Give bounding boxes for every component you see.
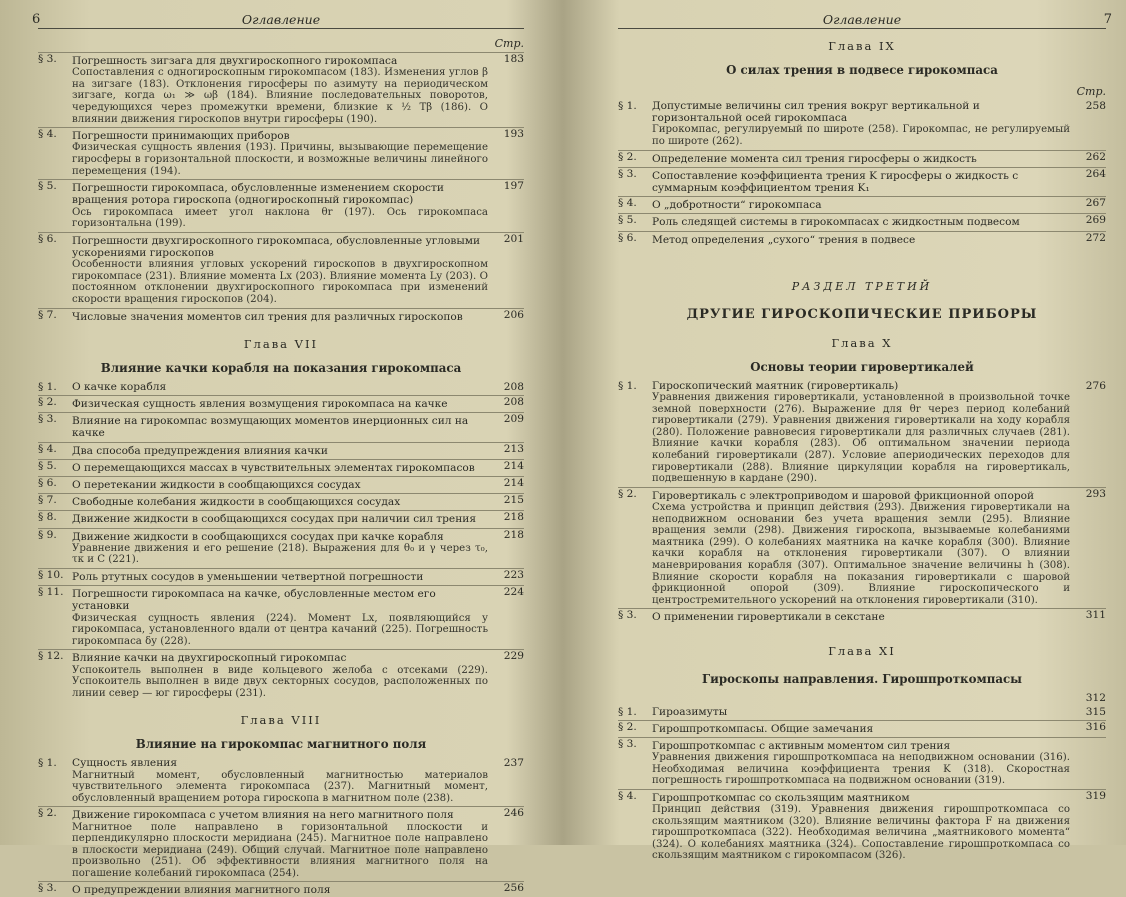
toc-entry-title: Движение жидкости в сообщающихся сосудах при наличии сил трения [72,513,477,526]
toc-entry-title: Влияние качки на двухгироскопный гирокомпас [72,652,347,665]
toc-list [618,706,1106,863]
toc-entry-title: Погрешности принимающих приборов [72,130,290,143]
toc-entry-number: § 1. [618,100,637,112]
toc-list [38,381,524,700]
toc-entry-title: Гирошпроткомпас с активным моментом сил трения [652,739,951,752]
toc-entry-subtopics: Особенности влияния угловых ускорений гироскопов в двухгироскопном гирокомпасе (231). Влияние момента Lx (203). Влияние момента Ly (203). О постоянном отклонении двухгироскопного гирокомпаса при изменений скорости вращения гироскопов (204). [72,259,488,305]
toc-entry-subtopics: Уравнение движения и его решение (218). Выражения для θ₀ и γ через τ₀, τκ и C (221). [72,542,488,566]
toc-entry-title: Свободные колебания жидкости в сообщающихся сосудах [72,496,401,509]
toc-entry [618,380,1106,485]
chapter-title: Влияние на гирокомпас магнитного поля [135,737,427,752]
toc-entry-page: 293 [1085,487,1106,500]
toc-entry [38,476,524,491]
toc-entry-number: § 1. [38,757,57,770]
toc-entry-number: § 10. [38,568,64,581]
toc-list [38,52,524,323]
toc-entry [618,100,1106,148]
toc-entry [38,395,524,410]
toc-entry-page: 246 [503,807,524,820]
page-column-heading: Стр. [1076,85,1106,98]
toc-entry [38,510,524,525]
toc-entry-number: § 4. [38,128,57,141]
toc-entry-title: О качке корабля [72,380,167,393]
toc-entry [38,127,524,177]
toc-entry-title: Гирошпроткомпас со скользящим маятником [652,791,910,804]
chapter-title: Гироскопы направления. Гирошпроткомпасы [702,671,1022,686]
toc-entry-page: 218 [503,511,524,524]
toc-entry-subtopics: Магнитный момент, обусловленный магнитностью материалов чувствительного элемента гирокомпаса (237). Магнитный момент, обусловленный вращением ротора гироскопа в магнитном поле (238). [72,769,488,804]
toc-entry-page: 276 [1085,379,1106,392]
toc-entry-page: 201 [503,232,524,245]
toc-entry-title: Определение момента сил трения гиросферы о жидкость [652,152,977,165]
toc-entry [618,231,1106,246]
toc-entry-number: § 9. [38,528,57,541]
toc-entry-number: § 5. [618,214,637,227]
toc-entry-number: § 4. [38,442,57,455]
toc-list [618,380,1106,624]
toc-entry-subtopics: Сопоставления с одногироскопным гирокомпасом (183). Изменения углов β на зигзаге (183). Отклонения гиросферы по азимуту на периодическом зигзаге, когда ω₁ ≫ ωβ (184). Влияние последовательных поворотов, чередующихся через промежутки времени, близкие к ½ Tβ (186). О влиянии движения гироскопов внутри гиросферы (190). [72,67,488,125]
toc-list [618,100,1106,246]
toc-entry [618,737,1106,787]
toc-entry-title: Метод определения „сухого“ трения в подвесе [652,233,916,246]
toc-entry-title: Погрешности гирокомпаса, обусловленные изменением скорости вращения ротора гироскопа (одногироскопный гирокомпас) [72,182,444,207]
chapter-label: Глава VII [243,336,319,351]
toc-entry-title: О применении гировертикали в секстане [652,611,885,624]
section-label: РАЗДЕЛ ТРЕТИЙ [791,279,933,293]
toc-entry-title: Сущность явления [72,757,178,770]
toc-entry-number: § 1. [618,705,637,718]
toc-entry-page: 223 [503,568,524,581]
section-title: ДРУГИЕ ГИРОСКОПИЧЕСКИЕ ПРИБОРЫ [686,306,1038,322]
toc-entry-page: 209 [503,413,524,426]
toc-entry-page: 264 [1085,167,1106,180]
toc-entry-number: § 2. [618,150,637,163]
toc-entry [38,528,524,566]
toc-entry-number: § 8. [38,511,57,524]
toc-entry-number: § 2. [618,720,637,733]
running-head-title: Оглавление [822,12,902,27]
toc-entry-page: 269 [1085,214,1106,227]
toc-entry-page: 214 [503,459,524,472]
toc-entry-page: 256 [503,882,524,895]
chapter-label: Глава VIII [240,713,322,728]
toc-entry-subtopics: Уравнения движения гирошпроткомпаса на неподвижном основании (316). Необходимая величина коэффициента трения K (318). Скоростная погрешность гирошпроткомпаса на подвижном основании (319). [652,752,1070,787]
toc-list [38,757,524,896]
toc-entry-title: Гироазимуты [652,705,728,718]
toc-entry [38,442,524,457]
toc-entry-subtopics: Успокоитель выполнен в виде кольцевого желоба с отсеками (229). Успокоитель выполнен в виде двух секторных сосудов, расположенных по линии север — юг гиросферы (231). [72,664,488,699]
toc-entry [38,881,524,896]
chapter-label: Глава XI [828,643,896,658]
toc-entry-number: § 6. [618,231,637,244]
toc-entry-subtopics: Гирокомпас, регулируемый по широте (258). Гирокомпас, не регулируемый по широте (262). [652,124,1070,147]
running-head [618,6,1112,29]
toc-entry-title: Движение жидкости в сообщающихся сосудах при качке корабля [72,530,444,543]
toc-entry-number: § 3. [38,53,57,65]
chapter-label: Глава X [831,335,893,350]
page-number: 6 [32,12,41,27]
toc-entry-title: О перетекании жидкости в сообщающихся сосудах [72,478,361,491]
toc-entry-number: § 3. [618,167,637,180]
toc-entry-page: 218 [503,528,524,541]
toc-entry-number: § 1. [38,380,57,393]
toc-entry-page: 316 [1085,720,1106,733]
toc-entry [38,179,524,230]
toc-entry-number: § 7. [38,494,57,507]
toc-entry-number: § 1. [618,379,637,392]
toc-entry [38,232,524,306]
page-number: 312 [1085,691,1106,704]
toc-entry-number: § 3. [38,413,57,426]
toc-entry-page: 214 [503,476,524,489]
toc-entry-number: § 11. [38,586,64,599]
running-head [32,6,524,29]
toc-entry-number: § 7. [38,308,57,321]
toc-entry [618,167,1106,194]
toc-entry-page: 272 [1085,231,1106,244]
toc-entry-page: 213 [503,442,524,455]
toc-entry-page: 319 [1085,789,1106,802]
toc-entry-page: 262 [1085,150,1106,163]
toc-entry-page: 267 [1085,197,1106,210]
toc-entry-title: Два способа предупреждения влияния качки [72,444,328,457]
chapter-title: Влияние качки корабля на показания гирокомпаса [100,360,462,375]
toc-entry-title: О „добротности“ гирокомпаса [652,199,822,212]
page-column-heading: Стр. [494,37,524,50]
toc-entry-page: 197 [503,180,524,193]
toc-entry [38,412,524,439]
chapter-title: О силах трения в подвесе гирокомпаса [726,63,998,77]
toc-entry-number: § 12. [38,650,64,663]
running-head-title: Оглавление [241,12,321,27]
toc-entry-title: Допустимые величины сил трения вокруг вертикальной и горизонтальной осей гирокомпаса [652,100,980,125]
toc-entry [38,568,524,583]
toc-entry [38,381,524,393]
toc-entry-title: Роль следящей системы в гирокомпасах с жидкостным подвесом [652,216,1020,229]
toc-entry-page: 183 [503,53,524,65]
toc-entry-number: § 2. [38,395,57,408]
toc-entry-page: 208 [503,380,524,393]
toc-entry-page: 224 [503,586,524,599]
toc-entry-page: 237 [503,757,524,770]
toc-entry-page: 311 [1085,609,1106,622]
toc-entry-title: О перемещающихся массах в чувствительных элементах гирокомпасов [72,461,475,474]
toc-entry [618,608,1106,623]
toc-entry-page: 229 [503,650,524,663]
toc-entry-page: 258 [1085,100,1106,112]
toc-entry-number: § 4. [618,789,637,802]
toc-entry [618,706,1106,718]
toc-entry-title: Гирошпроткомпасы. Общие замечания [652,722,874,735]
toc-entry-title: Погрешности двухгироскопного гирокомпаса, обусловленные угловыми ускорениями гироскопов [72,234,481,259]
toc-entry-number: § 3. [38,882,57,895]
toc-entry-number: § 3. [618,609,637,622]
toc-entry-page: 208 [503,395,524,408]
toc-entry-page: 193 [503,128,524,141]
toc-entry-number: § 4. [618,197,637,210]
toc-entry-number: § 5. [38,459,57,472]
toc-entry-subtopics: Схема устройства и принцип действия (293). Движения гировертикали на неподвижном основании без учета вращения земли (295). Влияние вращения земли (298). Движения гироскопа, вызываемые колебаниями маятника (299). О колебаниях маятника на качке корабля (300). Влияние качки корабля на отклонения гировертикали (307). О влиянии маневрирования корабля (307). Оптимальное значение величины h (308). Влияние скорости корабля на показания гировертикали с шаровой фрикционной опорой (309). Влияние гироскопического и центростремительного ускорений на отклонения гировертикали (310). [652,501,1070,606]
toc-entry-title: Влияние на гирокомпас возмущающих моментов инерционных сил на качке [72,415,469,440]
toc-entry-number: § 5. [38,180,57,193]
toc-entry [38,649,524,699]
toc-entry [38,585,524,647]
toc-entry [618,150,1106,165]
toc-entry [38,757,524,804]
toc-entry-subtopics: Физическая сущность явления (224). Момент Lx, появляющийся у гирокомпаса, установленного вдали от центра качаний (225). Погрешность гирокомпаса δy (228). [72,612,488,647]
chapter-label: Глава IX [828,39,896,53]
toc-entry-subtopics: Ось гирокомпаса имеет угол наклона θr (197). Ось гирокомпаса горизонтальна (199). [72,206,488,230]
chapter-title: Основы теории гировертикалей [750,359,974,374]
toc-entry-title: Сопоставление коэффициента трения K гиросферы о жидкость с суммарным коэффициентом трения K₁ [652,169,1019,194]
toc-entry-number: § 6. [38,476,57,489]
toc-entry [38,52,524,125]
toc-entry-subtopics: Принцип действия (319). Уравнения движения гирошпроткомпаса со скользящим маятником (320). Влияние величины фактора F на движения гирошпроткомпаса (322). Необходимая величина „маятникового момента“ (324). О колебаниях маятника (324). Сопоставление гирошпроткомпаса со скользящим маятником с гирокомпасом (326). [652,804,1070,862]
toc-entry-subtopics: Физическая сущность явления (193). Причины, вызывающие перемещение гиросферы в горизонтальной плоскости, и возможные величины линейного перемещения (194). [72,142,488,177]
left-page [0,0,560,897]
toc-entry [38,493,524,508]
page-number: 7 [1103,12,1112,27]
toc-entry [618,720,1106,735]
toc-entry-title: Числовые значения моментов сил трения для различных гироскопов [72,310,463,323]
toc-entry-page: 206 [503,308,524,321]
toc-entry-title: Движение гирокомпаса с учетом влияния на него магнитного поля [72,809,454,822]
toc-entry [618,196,1106,211]
toc-entry-title: Гироскопический маятник (гировертикаль) [652,379,899,392]
toc-entry-title: Гировертикаль с электроприводом и шаровой фрикционной опорой [652,489,1035,502]
toc-entry [618,487,1106,607]
toc-entry-subtopics: Уравнения движения гировертикали, установленной в произвольной точке земной поверхности (276). Выражение для θr через период колебаний гировертикали (279). Уравнения движения гировертикали на ходу корабля (280). Положение равновесия гировертикали для различных случаев (281). Влияние качки корабля (283). Об оптимальном значении периода колебаний гировертикали (287). Условие апериодических переходов для гировертикали (288). Влияние циркуляции корабля на гировертикаль, подвешенную в кардане (290). [652,392,1070,485]
right-page [590,0,1126,862]
toc-entry [618,789,1106,862]
toc-entry-title: Погрешности гирокомпаса на качке, обусловленные местом его установки [72,588,436,613]
toc-entry-page: 215 [503,494,524,507]
toc-entry [618,213,1106,228]
toc-entry-number: § 2. [38,807,57,820]
toc-entry-title: Роль ртутных сосудов в уменьшении четвертной погрешности [72,570,424,583]
toc-entry [38,806,524,879]
toc-entry [38,308,524,323]
toc-entry-number: § 2. [618,487,637,500]
toc-entry-subtopics: Магнитное поле направлено в горизонтальной плоскости и перпендикулярно плоскости меридиана (245). Магнитное поле направлено в плоскости меридиана (249). Общий случай. Магнитное поле направлено произвольно (251). Об эффективности влияния магнитного поля на погашение колебаний гирокомпаса (254). [72,821,488,879]
toc-entry-title: Физическая сущность явления возмущения гирокомпаса на качке [72,397,448,410]
toc-entry-number: § 6. [38,232,57,245]
toc-entry-title: Погрешность зигзага для двухгироскопного гирокомпаса [72,55,398,67]
toc-entry-title: О предупреждении влияния магнитного поля [72,884,331,897]
toc-entry [38,459,524,474]
toc-entry-page: 315 [1085,705,1106,718]
toc-entry-number: § 3. [618,737,637,750]
